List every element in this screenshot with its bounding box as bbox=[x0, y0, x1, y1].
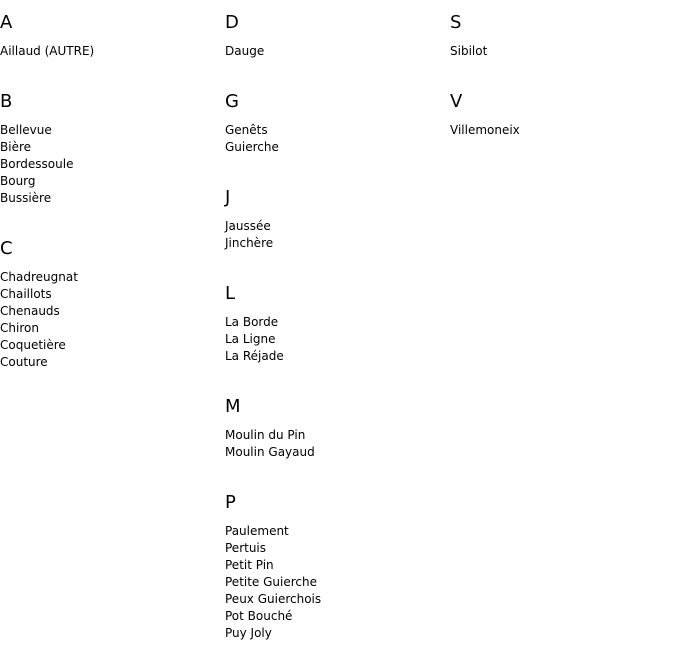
place-link[interactable]: Moulin Gayaud bbox=[225, 445, 315, 459]
letter-group-p bbox=[225, 480, 450, 642]
place-link[interactable]: Guierche bbox=[225, 140, 279, 154]
letter-group-j bbox=[225, 175, 450, 252]
place-link[interactable]: La Réjade bbox=[225, 349, 284, 363]
place-link[interactable]: Petite Guierche bbox=[225, 575, 318, 589]
place-list-l bbox=[225, 314, 450, 365]
letter-group-a bbox=[0, 0, 225, 60]
letter-heading-j: J bbox=[225, 187, 231, 208]
place-link[interactable]: Moulin du Pin bbox=[225, 428, 306, 442]
place-link[interactable]: Genêts bbox=[225, 123, 268, 137]
place-list-p bbox=[225, 523, 450, 642]
letter-heading-p: P bbox=[225, 492, 236, 513]
place-link[interactable]: Villemoneix bbox=[450, 123, 520, 137]
place-link[interactable]: Chaillots bbox=[0, 287, 52, 301]
index-column-2 bbox=[225, 0, 450, 661]
letter-heading-s: S bbox=[450, 12, 462, 33]
index-column-3 bbox=[450, 0, 675, 158]
place-list-g bbox=[225, 122, 450, 156]
letter-heading-a: A bbox=[0, 12, 13, 33]
place-link[interactable]: Paulement bbox=[225, 524, 289, 538]
place-link[interactable]: Petit Pin bbox=[225, 558, 274, 572]
letter-group-g bbox=[225, 79, 450, 156]
place-link[interactable]: Bourg bbox=[0, 174, 36, 188]
place-link[interactable]: Puy Joly bbox=[225, 626, 272, 640]
place-link[interactable]: Sibilot bbox=[450, 44, 488, 58]
place-link[interactable]: La Ligne bbox=[225, 332, 276, 346]
place-list-b bbox=[0, 122, 225, 207]
place-link[interactable]: Dauge bbox=[225, 44, 265, 58]
place-link[interactable]: Aillaud (AUTRE) bbox=[0, 44, 95, 58]
letter-heading-d: D bbox=[225, 12, 239, 33]
place-link[interactable]: Chiron bbox=[0, 321, 39, 335]
letter-group-s bbox=[450, 0, 675, 60]
place-link[interactable]: Bordessoule bbox=[0, 157, 74, 171]
letter-heading-l: L bbox=[225, 283, 236, 304]
place-link[interactable]: Pot Bouché bbox=[225, 609, 293, 623]
place-link[interactable]: Chenauds bbox=[0, 304, 60, 318]
place-list-m bbox=[225, 427, 450, 461]
place-link[interactable]: Bussière bbox=[0, 191, 52, 205]
place-link[interactable]: Peux Guierchois bbox=[225, 592, 322, 606]
letter-group-b bbox=[0, 79, 225, 207]
letter-group-m bbox=[225, 384, 450, 461]
index-column-1 bbox=[0, 0, 225, 390]
place-list-s bbox=[450, 43, 675, 60]
letter-heading-g: G bbox=[225, 91, 239, 112]
place-link[interactable]: Chadreugnat bbox=[0, 270, 78, 284]
place-list-v bbox=[450, 122, 675, 139]
place-link[interactable]: Pertuis bbox=[225, 541, 267, 555]
letter-heading-c: C bbox=[0, 238, 13, 259]
letter-heading-b: B bbox=[0, 91, 13, 112]
place-link[interactable]: Bière bbox=[0, 140, 32, 154]
place-link[interactable]: Jaussée bbox=[225, 219, 271, 233]
place-link[interactable]: Bellevue bbox=[0, 123, 52, 137]
place-list-a bbox=[0, 43, 225, 60]
letter-group-v bbox=[450, 79, 675, 139]
letter-group-c bbox=[0, 226, 225, 371]
place-link[interactable]: Couture bbox=[0, 355, 48, 369]
place-list-j bbox=[225, 218, 450, 252]
letter-heading-m: M bbox=[225, 396, 241, 417]
place-link[interactable]: La Borde bbox=[225, 315, 279, 329]
place-link[interactable]: Jinchère bbox=[225, 236, 274, 250]
place-list-c bbox=[0, 269, 225, 371]
letter-group-d bbox=[225, 0, 450, 60]
letter-group-l bbox=[225, 271, 450, 365]
letter-heading-v: V bbox=[450, 91, 463, 112]
place-list-d bbox=[225, 43, 450, 60]
place-link[interactable]: Coquetière bbox=[0, 338, 66, 352]
